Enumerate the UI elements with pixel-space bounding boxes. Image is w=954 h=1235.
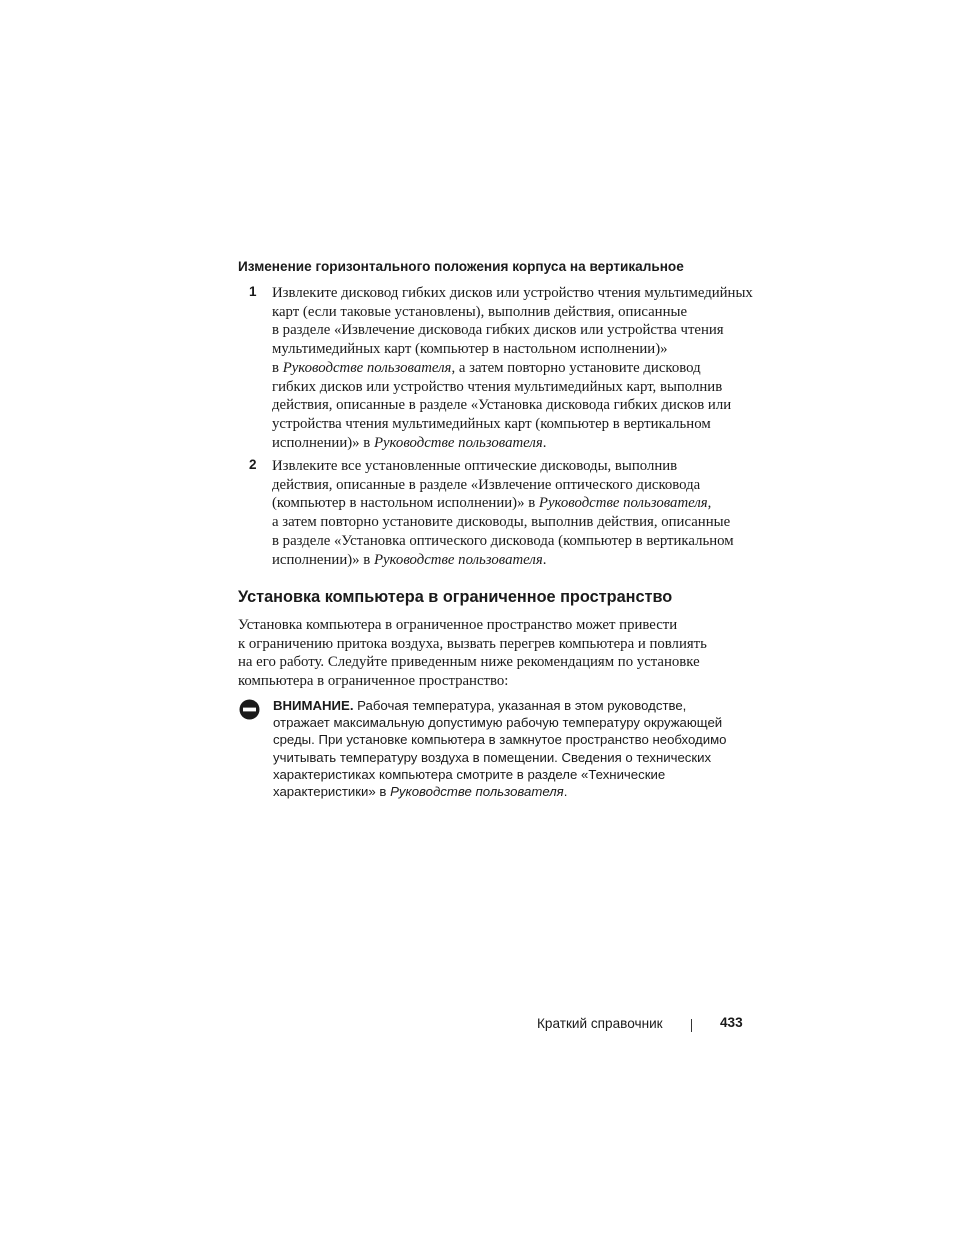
text-fragment: . — [542, 434, 547, 451]
notice-text — [273, 697, 753, 800]
text-line: на его работу. Следуйте приведенным ниже рекомендациям по установке — [238, 654, 700, 671]
text-line: Извлеките дисковод гибких дисков или устройство чтения мультимедийных — [272, 285, 753, 301]
text-line: Установка компьютера в ограниченное пространство может привести — [238, 617, 678, 633]
text-line: в разделе «Установка оптического дисковода (компьютер в вертикальном — [272, 532, 734, 549]
notice-label: ВНИМАНИЕ. — [273, 698, 354, 713]
step-number: 2 — [249, 457, 257, 472]
text-fragment: исполнении)» в — [272, 551, 374, 568]
text-line: гибких дисков или устройство чтения мультимедийных карт, выполнив — [272, 378, 723, 395]
text-line — [273, 783, 753, 800]
intro-paragraph — [238, 616, 758, 691]
text-fragment: исполнении)» в — [272, 434, 374, 451]
text-line: Извлеките все установленные оптические дисководы, выполнив — [272, 458, 678, 474]
text-line: к ограничению притока воздуха, вызвать перегрев компьютера и повлиять — [238, 635, 707, 652]
text-line — [272, 434, 752, 453]
text-line: карт (если таковые установлены), выполнив действия, описанные — [272, 303, 688, 320]
page-number: 433 — [720, 1015, 743, 1030]
text-fragment: характеристики» в — [273, 784, 391, 800]
text-line: учитывать температуру воздуха в помещении. Сведения о технических — [273, 749, 712, 765]
step-text — [272, 284, 752, 452]
user-guide-reference: Руководстве пользователя — [373, 551, 543, 568]
footer-separator — [691, 1019, 692, 1032]
text-line: характеристиках компьютера смотрите в разделе «Технические — [273, 766, 666, 782]
text-line — [272, 494, 752, 513]
text-line: среды. При установке компьютера в замкнутое пространство необходимо — [273, 732, 727, 748]
text-line: устройства чтения мультимедийных карт (компьютер в вертикальном — [272, 415, 711, 432]
text-fragment: в — [272, 359, 283, 376]
text-fragment: . — [563, 784, 568, 800]
text-line — [273, 697, 753, 714]
footer-title: Краткий справочник — [537, 1016, 663, 1031]
text-line: действия, описанные в разделе «Установка дисковода гибких дисков или — [272, 397, 732, 414]
user-guide-reference: Руководстве пользователя — [538, 495, 708, 512]
text-line: отражает максимальную допустимую рабочую температуру окружающей — [273, 715, 723, 731]
text-fragment: Рабочая температура, указанная в этом руководстве, — [353, 698, 687, 713]
subsection-heading: Изменение горизонтального положения корпуса на вертикальное — [238, 259, 684, 274]
text-fragment: , — [707, 495, 712, 512]
step-text — [272, 457, 752, 569]
user-guide-reference: Руководстве пользователя — [282, 359, 452, 376]
section-heading: Установка компьютера в ограниченное пространство — [238, 588, 673, 606]
text-fragment: (компьютер в настольном исполнении)» в — [272, 495, 539, 512]
text-fragment: . — [542, 551, 547, 568]
step-number: 1 — [249, 284, 257, 299]
text-fragment: , а затем повторно установите дисковод — [451, 359, 701, 376]
text-line — [272, 551, 752, 570]
text-line: действия, описанные в разделе «Извлечение оптического дисковода — [272, 476, 701, 493]
text-line: а затем повторно установите дисководы, выполнив действия, описанные — [272, 514, 731, 531]
text-line — [272, 359, 752, 378]
user-guide-reference: Руководстве пользователя — [373, 434, 543, 451]
notice-icon — [239, 699, 260, 720]
text-line: в разделе «Извлечение дисковода гибких дисков или устройства чтения — [272, 322, 724, 339]
text-line: мультимедийных карт (компьютер в настольном исполнении)» — [272, 341, 668, 358]
user-guide-reference: Руководстве пользователя — [390, 784, 564, 800]
text-line: компьютера в ограниченное пространство: — [238, 673, 509, 690]
